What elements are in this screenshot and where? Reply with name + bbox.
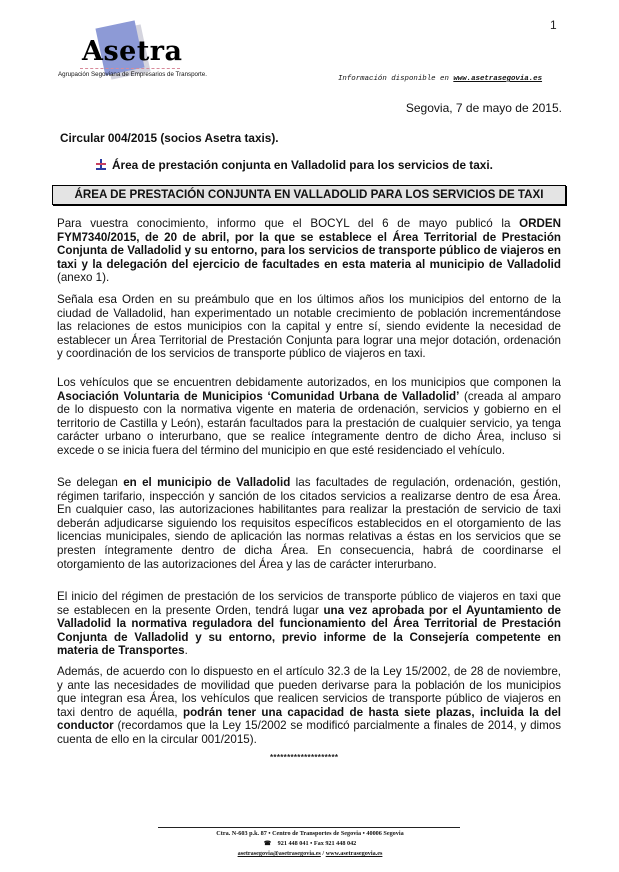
info-line (338, 75, 542, 83)
paragraph-5 (57, 590, 561, 658)
p4-bold: en el municipio de Valladolid (123, 476, 291, 489)
paragraph-4 (57, 476, 561, 571)
subject-bullet (96, 158, 493, 172)
logo-dashed-rule (80, 68, 180, 69)
circular-reference: Circular 004/2015 (socios Asetra taxis). (60, 131, 279, 145)
p5-bold: una vez aprobada por el Ayuntamiento de Valladolid la normativa reguladora del funcionamiento del Área Territorial de Prestación Conjunta de Valladolid y su entorno, previo informe de la Consejería competente en materia de Transportes (57, 603, 561, 658)
document-date: Segovia, 7 de mayo de 2015. (405, 101, 562, 115)
p4-tail: las facultades de regulación, ordenación, gestión, régimen tarifario, inspección y sanción de los citados servicios a realizarse dentro de esa Área. En cualquier caso, las autorizaciones habilitantes para realizar la prestación de servicio de taxi deberán adjudicarse siguiendo los requisitos específicos establecidos en el otorgamiento de las licencias municipales, siendo de aplicación las normas relativas a éstas en los servicios que se presten íntegramente dentro de dicha Área. En consecuencia, habrá de coordinarse el otorgamiento de las autorizaciones del Área y las de carácter interurbano. (57, 476, 562, 571)
p1-tail: (anexo 1). (57, 271, 110, 285)
footer-links (140, 850, 480, 857)
footer-link-divider: / (320, 850, 326, 857)
p2-text: Señala esa Orden en su preámbulo que en los últimos años los municipios del entorno de la ciudad de Valladolid, han experimentado un notable crecimiento de población incrementándose las relaciones de estos municipios con la capital y entre sí, siendo evidente la necesidad de establecer un Área Territorial de Prestación Conjunta para lograr una mejor dotación, ordenación y coordinación de los servicios de transporte público de viajeros en taxi. (57, 293, 561, 361)
footer-phone: 921 448 041 • Fax 921 448 042 (277, 840, 357, 847)
footer-web-link[interactable]: www.asetrasegovia.es (325, 850, 383, 857)
separator-stars: ******************** (270, 753, 339, 762)
paragraph-1 (57, 217, 561, 285)
p1-text: Para vuestra conocimiento, informo que el BOCYL del 6 de mayo publicó la (57, 217, 520, 230)
p5-text: El inicio del régimen de prestación de los servicios de transporte público de viajeros en taxi que se establecen en la presente Orden, tendrá lugar (57, 590, 561, 617)
p4-text: Se delegan (57, 476, 124, 489)
plus-bullet-icon (96, 159, 106, 170)
subject-text: Área de prestación conjunta en Valladolid para los servicios de taxi. (112, 158, 493, 172)
footer-address: Ctra. N-603 p.k. 87 • Centro de Transportes de Segovia • 40006 Segovia (216, 830, 404, 837)
p6-tail: (recordamos que la Ley 15/2002 se modificó parcialmente a finales de 2014, y dimos cuenta de ello en la circular 001/2015). (57, 719, 561, 746)
paragraph-3 (57, 376, 561, 458)
info-prefix: Información disponible en (338, 75, 449, 83)
logo-subtitle: Agrupación Segoviana de Empresarios de Transporte. (58, 71, 207, 78)
p1-bold: ORDEN FYM7340/2015, de 20 de abril, por la que se establece el Área Territorial de Prestación Conjunta de Valladolid y su entorno, para los servicios de transporte público de viajeros en taxi y la delegación del ejercicio de facultades en esta materia al municipio de Valladolid (57, 217, 561, 271)
p5-tail: . (184, 644, 188, 658)
paragraph-6 (57, 665, 561, 747)
page-number: 1 (550, 18, 557, 32)
p6-text: Además, de acuerdo con lo dispuesto en el artículo 32.3 de la Ley 15/2002, de 28 de noviembre, y ante las necesidades de movilidad que pueden derivarse para la población de los municipios que integran esa Área, los vehículos que realicen servicios de transporte público de viajeros en taxi dentro de aquélla, (57, 665, 561, 719)
footer-phone-line (140, 840, 480, 847)
phone-icon: ☎ (263, 840, 272, 847)
paragraph-2 (57, 293, 561, 361)
website-link[interactable]: www.asetrasegovia.es (453, 75, 543, 83)
logo-wordmark: Asetra (82, 36, 183, 67)
asetra-logo (58, 22, 228, 82)
p3-bold: Asociación Voluntaria de Municipios ‘Comunidad Urbana de Valladolid’ (57, 389, 460, 403)
p3-text: Los vehículos que se encuentren debidamente autorizados, en los municipios que componen la (57, 376, 561, 389)
p3-tail: (creada al amparo de lo dispuesto con la normativa vigente en materia de ordenación, servicios y gobierno en el territorio de Castilla y León), estarán facultados para la prestación de cualquier servicio, ya tenga carácter urbano o interurbano, que se realice íntegramente dentro de dicho Área, incluso si excede o se inicia fuera del término del municipio en que esté residenciado el vehículo. (57, 389, 561, 457)
footer-email-link[interactable]: asetrasegovia@asetrasegovia.es (237, 850, 321, 857)
p6-bold: podrán tener una capacidad de hasta siete plazas, incluida la del conductor (57, 705, 561, 733)
section-title: ÁREA DE PRESTACIÓN CONJUNTA EN VALLADOLID PARA LOS SERVICIOS DE TAXI (52, 185, 566, 205)
footer-divider (158, 827, 460, 828)
